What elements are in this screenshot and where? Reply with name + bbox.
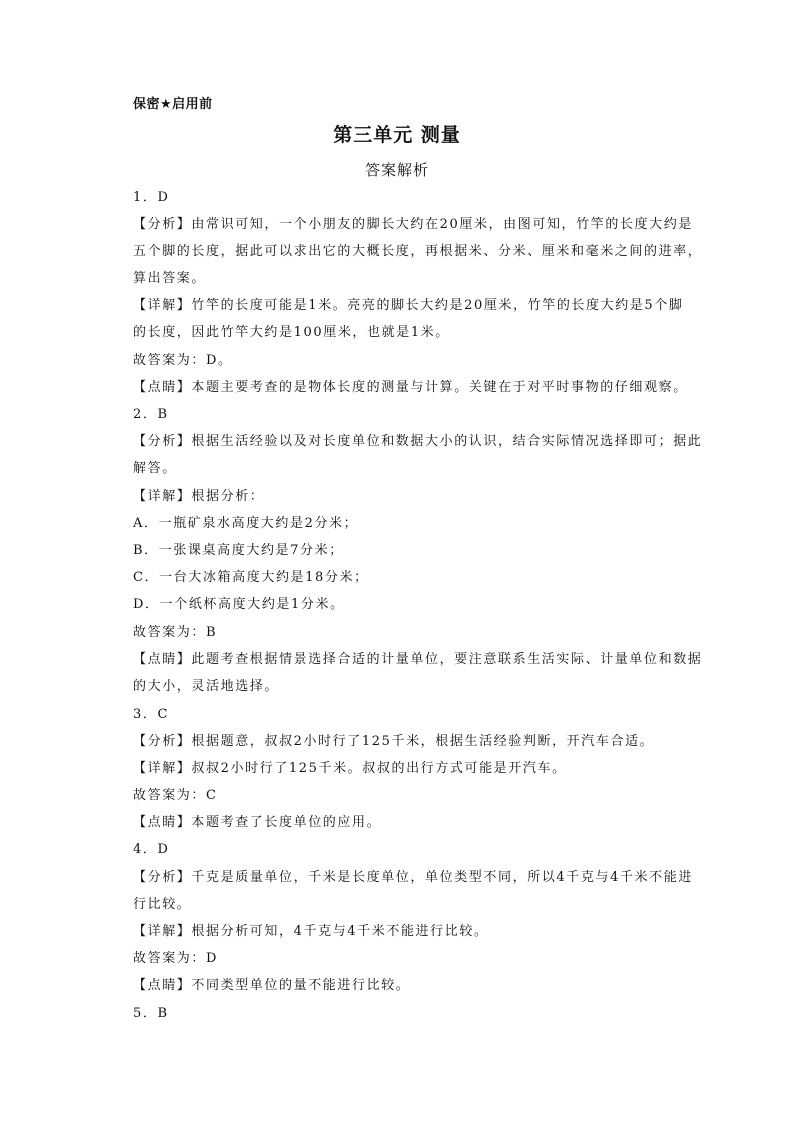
page-title: 第三单元 测量 <box>333 124 461 146</box>
comment-line: 【点睛】不同类型单位的量不能进行比较。 <box>133 978 411 993</box>
analysis-line: 【分析】由常识可知，一个小朋友的脚长大约在20厘米，由图可知，竹竿的长度大约是 <box>133 217 693 232</box>
question-number-1: 1．D <box>133 190 170 205</box>
page-subtitle: 答案解析 <box>364 161 429 179</box>
option-line: D．一个纸杯高度大约是1分米。 <box>133 597 345 612</box>
question-number-5: 5．B <box>133 1006 169 1021</box>
option-line: B．一张课桌高度大约是7分米； <box>133 543 344 558</box>
analysis-line: 算出答案。 <box>133 271 207 286</box>
option-line: A．一瓶矿泉水高度大约是2分米； <box>133 516 359 531</box>
option-line: C．一台大冰箱高度大约是18分米； <box>133 570 369 585</box>
analysis-line: 五个脚的长度，据此可以求出它的大概长度，再根据米、分米、厘米和毫米之间的进率， <box>133 244 703 259</box>
answer-line: 故答案为：C <box>133 788 218 803</box>
answer-line: 故答案为：D <box>133 951 219 966</box>
comment-line: 的大小，灵活地选择。 <box>133 679 280 694</box>
analysis-line: 【分析】根据生活经验以及对长度单位和数据大小的认识，结合实际情况选择即可；据此 <box>133 434 703 449</box>
analysis-line: 【分析】千克是质量单位，千米是长度单位，单位类型不同，所以4千克与4千米不能进 <box>133 870 693 885</box>
answer-line: 故答案为：B <box>133 625 218 640</box>
confidential-label: 保密★启用前 <box>133 97 213 112</box>
analysis-line: 【分析】根据题意，叔叔2小时行了125千米，根据生活经验判断，开汽车合适。 <box>133 734 655 749</box>
detail-line: 【详解】叔叔2小时行了125千米。叔叔的出行方式可能是开汽车。 <box>133 761 567 776</box>
question-number-4: 4．D <box>133 842 170 857</box>
detail-line: 【详解】根据分析可知，4千克与4千米不能进行比较。 <box>133 924 489 939</box>
detail-line: 的长度，因此竹竿大约是100厘米，也就是1米。 <box>133 325 450 340</box>
comment-line: 【点睛】本题考查了长度单位的应用。 <box>133 815 382 830</box>
comment-line: 【点睛】此题考查根据情景选择合适的计量单位，要注意联系生活实际、计量单位和数据 <box>133 652 703 667</box>
detail-line: 【详解】竹竿的长度可能是1米。亮亮的脚长大约是20厘米，竹竿的长度大约是5个脚 <box>133 298 684 313</box>
answer-line: 故答案为：D。 <box>133 353 233 368</box>
comment-line: 【点睛】本题主要考查的是物体长度的测量与计算。关键在于对平时事物的仔细观察。 <box>133 380 688 395</box>
analysis-line: 行比较。 <box>133 897 192 912</box>
analysis-line: 解答。 <box>133 461 177 476</box>
detail-line: 【详解】根据分析： <box>133 489 265 504</box>
question-number-2: 2．B <box>133 407 169 422</box>
question-number-3: 3．C <box>133 707 170 722</box>
